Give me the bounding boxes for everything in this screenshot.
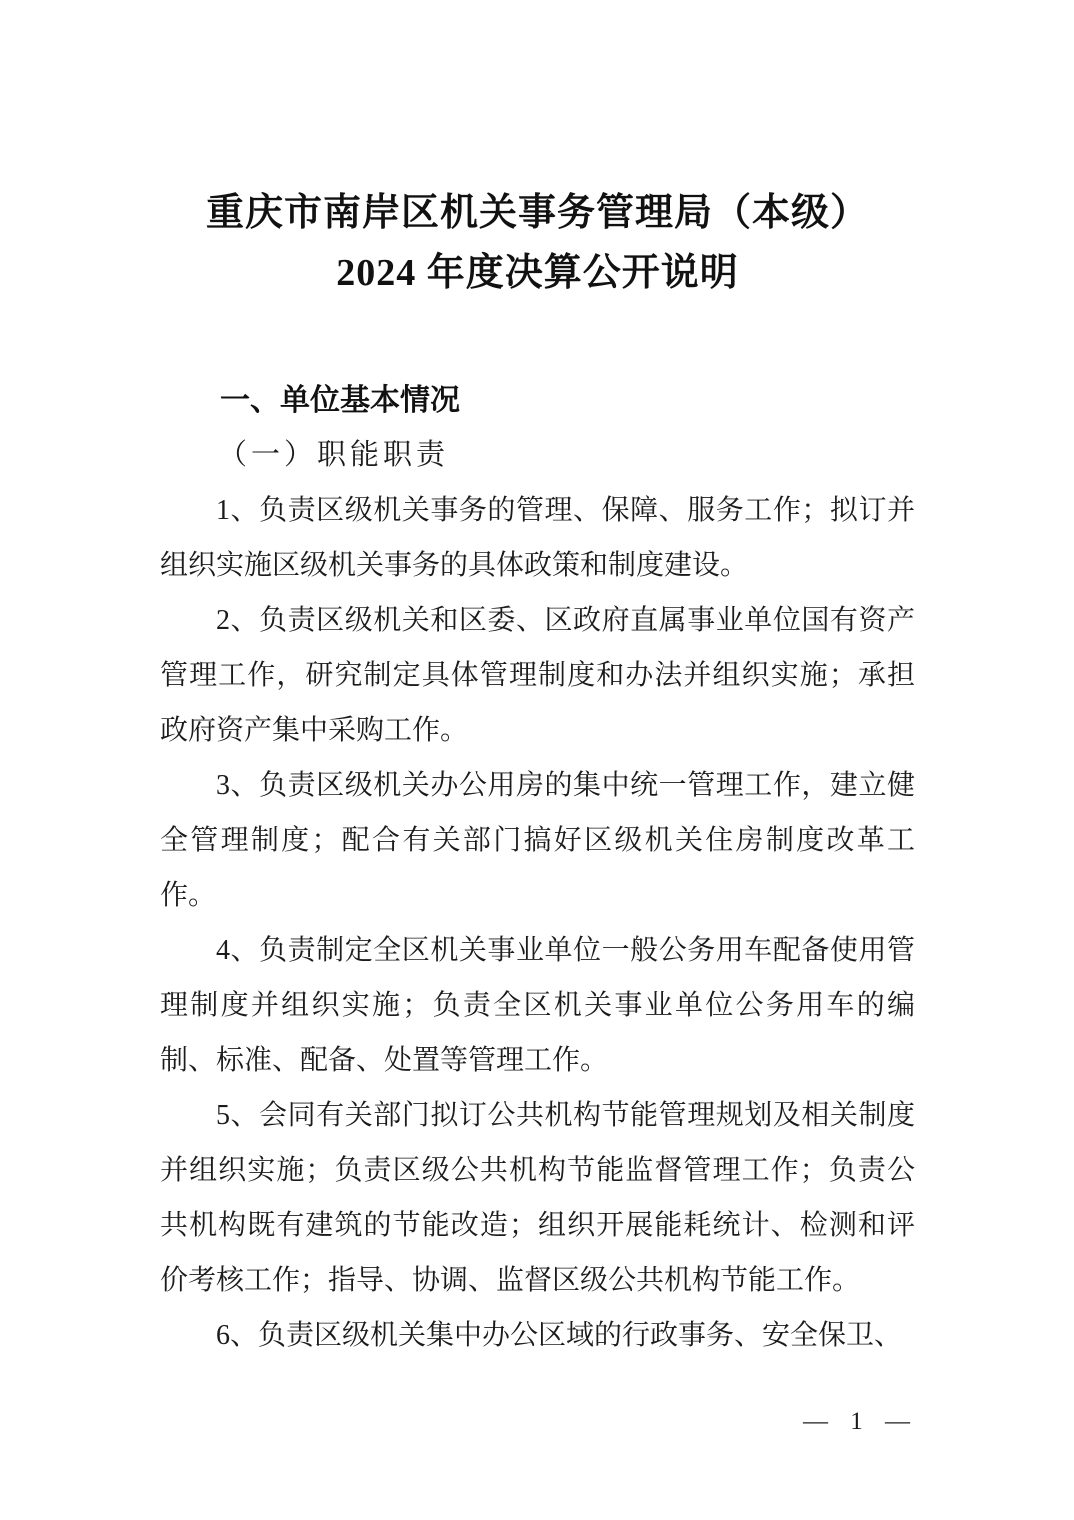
body-paragraph-6: 6、负责区级机关集中办公区域的行政事务、安全保卫、 [216, 1320, 903, 1351]
document-title [159, 183, 916, 303]
section-heading: 一、单位基本情况 [220, 384, 460, 417]
page-number: — 1 — [803, 1408, 911, 1435]
subsection-heading: （一）职能职责 [218, 439, 450, 471]
body-paragraph-2: 2、负责区级机关和区委、区政府直属事业单位国有资产管理工作，研究制定具体管理制度和办法并组织实施；承担政府资产集中采购工作。 [160, 605, 915, 746]
body-paragraph-5: 5、会同有关部门拟订公共机构节能管理规划及相关制度并组织实施；负责区级公共机构节能监督管理工作；负责公共机构既有建筑的节能改造；组织开展能耗统计、检测和评价考核工作；指导、协调、监督区级公共机构节能工作。 [160, 1100, 915, 1296]
body-paragraph-1: 1、负责区级机关事务的管理、保障、服务工作；拟订并组织实施区级机关事务的具体政策和制度建设。 [160, 495, 915, 581]
body-paragraph-3: 3、负责区级机关办公用房的集中统一管理工作，建立健全管理制度；配合有关部门搞好区级机关住房制度改革工作。 [160, 770, 915, 911]
body-paragraph-4: 4、负责制定全区机关事业单位一般公务用车配备使用管理制度并组织实施；负责全区机关事业单位公务用车的编制、标准、配备、处置等管理工作。 [160, 935, 915, 1076]
document-title-line1: 重庆市南岸区机关事务管理局（本级） [205, 192, 869, 234]
document-title-line2: 2024 年度决算公开说明 [336, 252, 739, 294]
document-body [160, 373, 915, 1363]
